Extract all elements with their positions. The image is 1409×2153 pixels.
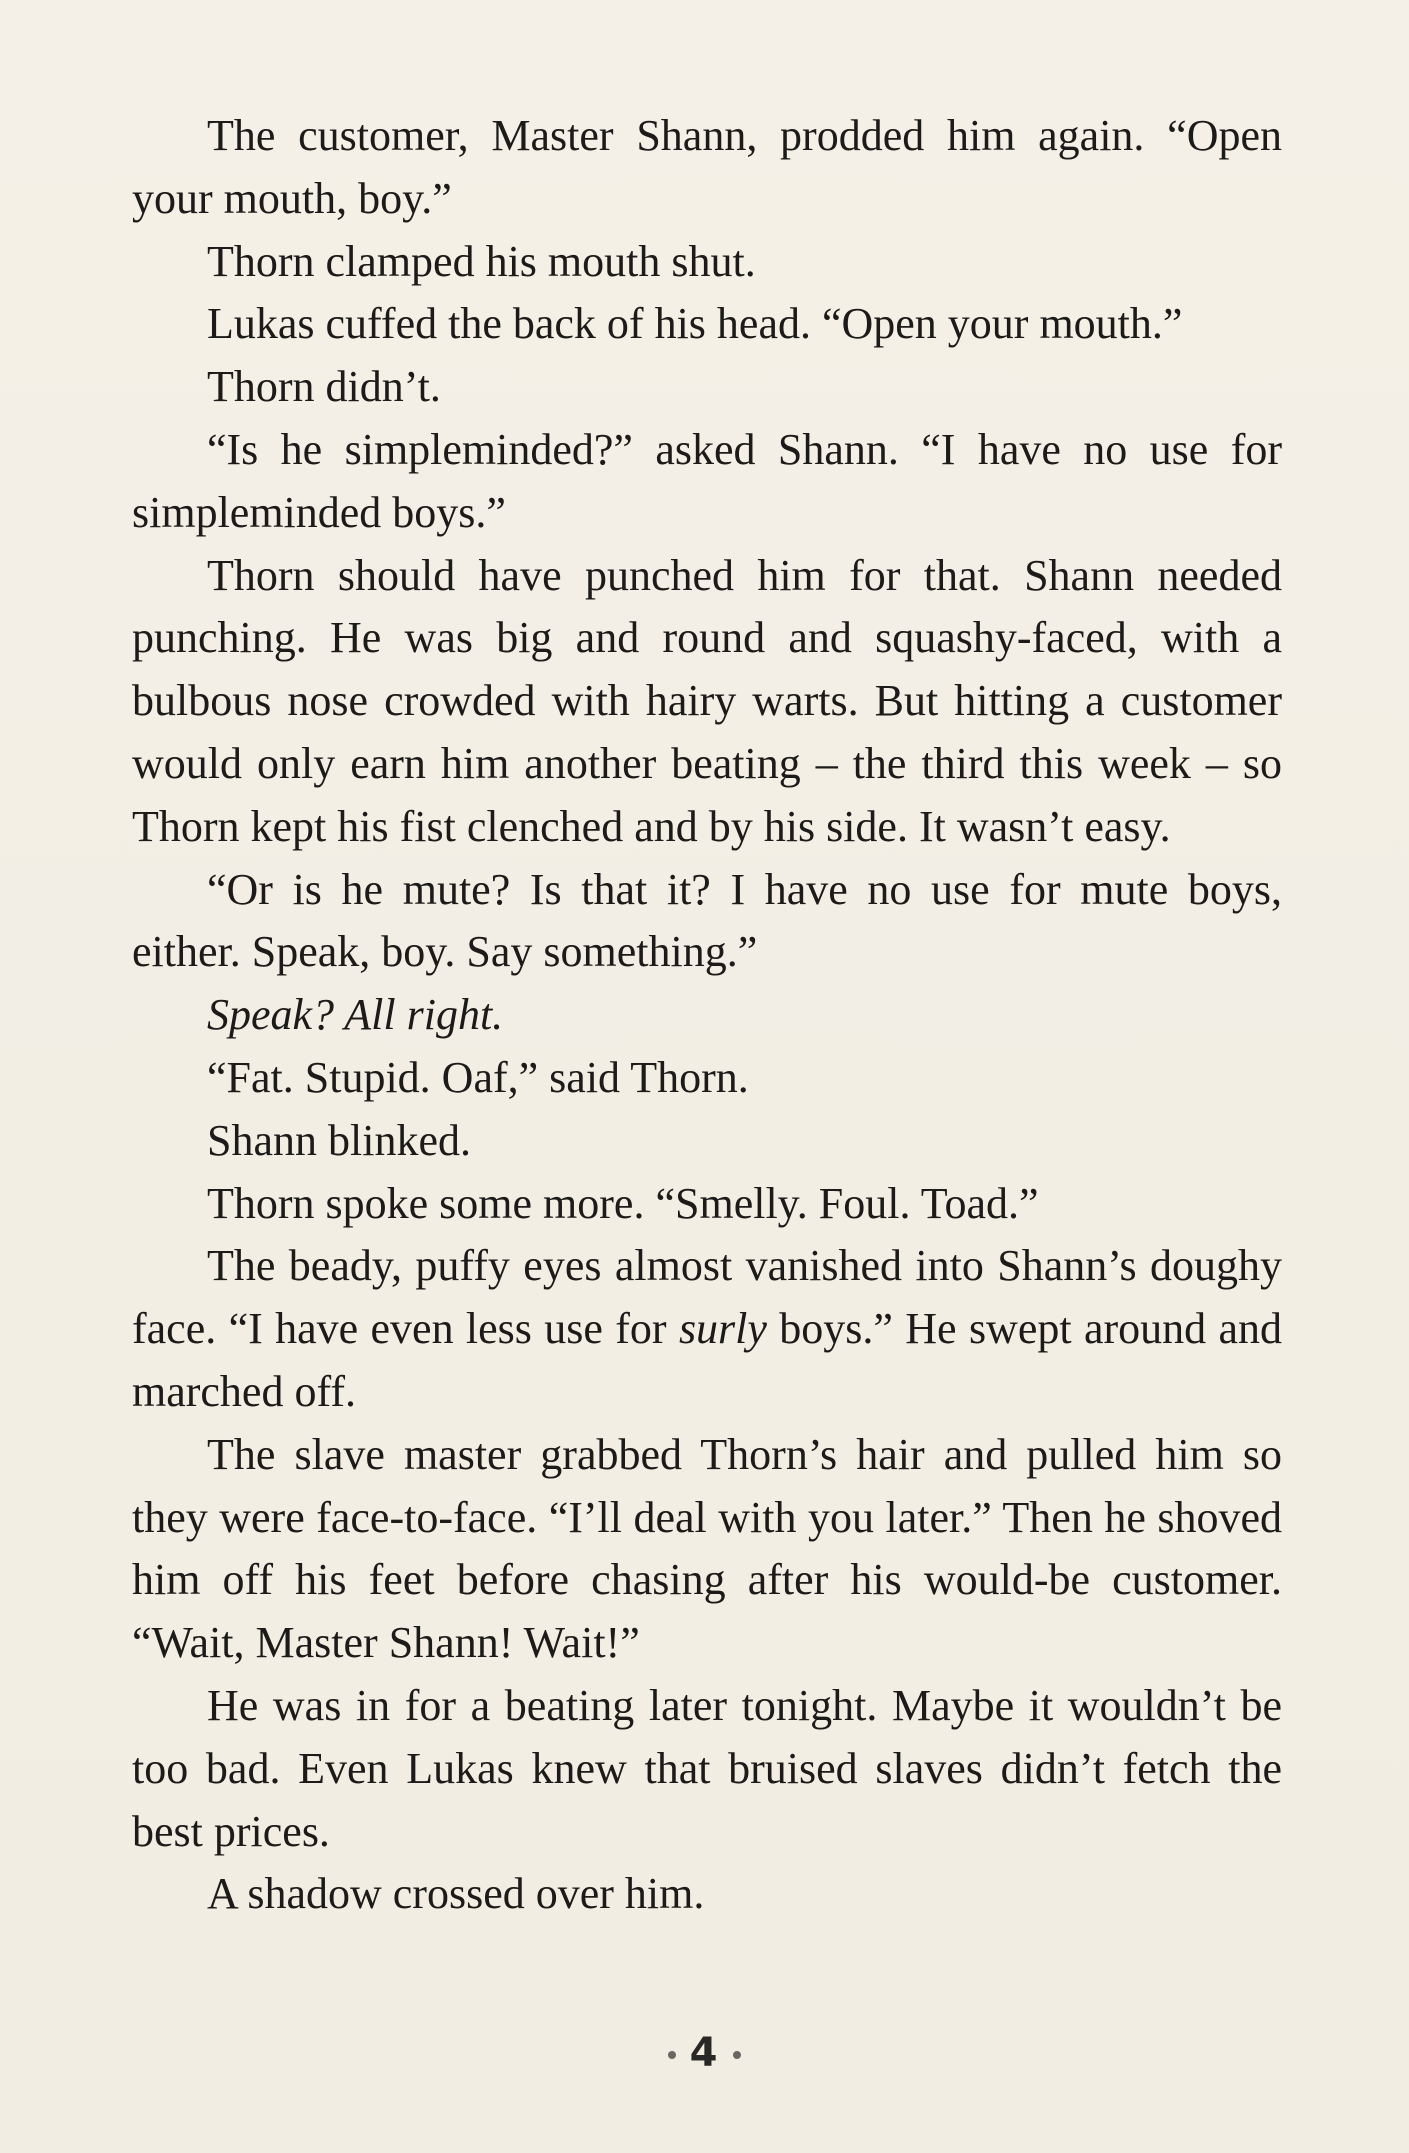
paragraph-14: He was in for a beating later tonight. Maybe it wouldn’t be too bad. Even Lukas knew that bruised slaves didn’t fetch the best prices. xyxy=(132,1680,1282,1856)
paragraph-13: The slave master grabbed Thorn’s hair and pulled him so they were face-to-face. “I’ll deal with you later.” Then he shoved him off his feet before chasing after his would-be customer. “Wait, Master Shann! Wait!” xyxy=(132,1429,1282,1668)
italic-emphasis: surly xyxy=(678,1304,767,1354)
left-dot-ornament xyxy=(668,2051,676,2059)
paragraph-15: A shadow crossed over him. xyxy=(207,1869,705,1919)
paragraph-12-start: The beady, puffy eyes almost vanished into Shann’s doughy face. “I have even less use for xyxy=(132,1241,1282,1354)
paragraph-9: “Fat. Stupid. Oaf,” said Thorn. xyxy=(207,1052,749,1102)
right-dot-ornament xyxy=(733,2051,741,2059)
page-number-footer xyxy=(0,2030,1409,2076)
italic-thought: Speak? All right. xyxy=(207,990,504,1040)
paragraph-2: Thorn clamped his mouth shut. xyxy=(207,236,756,286)
paragraph-4: Thorn didn’t. xyxy=(207,362,441,412)
paragraph-12 xyxy=(132,1235,1282,1423)
paragraph-11: Thorn spoke some more. “Smelly. Foul. Toad.” xyxy=(207,1178,1039,1228)
paragraph-3: Lukas cuffed the back of his head. “Open your mouth.” xyxy=(207,299,1183,349)
body-text xyxy=(132,105,1282,1926)
paragraph-12-end: boys.” He swept around and marched off. xyxy=(132,1304,1282,1416)
paragraph-8 xyxy=(132,984,1282,1047)
paragraph-6: Thorn should have punched him for that. Shann needed punching. He was big and round and squashy-faced, with a bulbous nose crowded with hairy warts. But hitting a customer would only earn him another beating – the third this week – so Thorn kept his fist clenched and by his side. It wasn’t easy. xyxy=(132,550,1282,851)
paragraph-10: Shann blinked. xyxy=(207,1115,471,1165)
paragraph-1: The customer, Master Shann, prodded him again. “Open your mouth, boy.” xyxy=(132,111,1282,223)
paragraph-7: “Or is he mute? Is that it? I have no use for mute boys, either. Speak, boy. Say something.” xyxy=(132,864,1282,977)
paragraph-5: “Is he simpleminded?” asked Shann. “I have no use for simpleminded boys.” xyxy=(132,424,1282,537)
page-number: 4 xyxy=(689,2030,720,2076)
